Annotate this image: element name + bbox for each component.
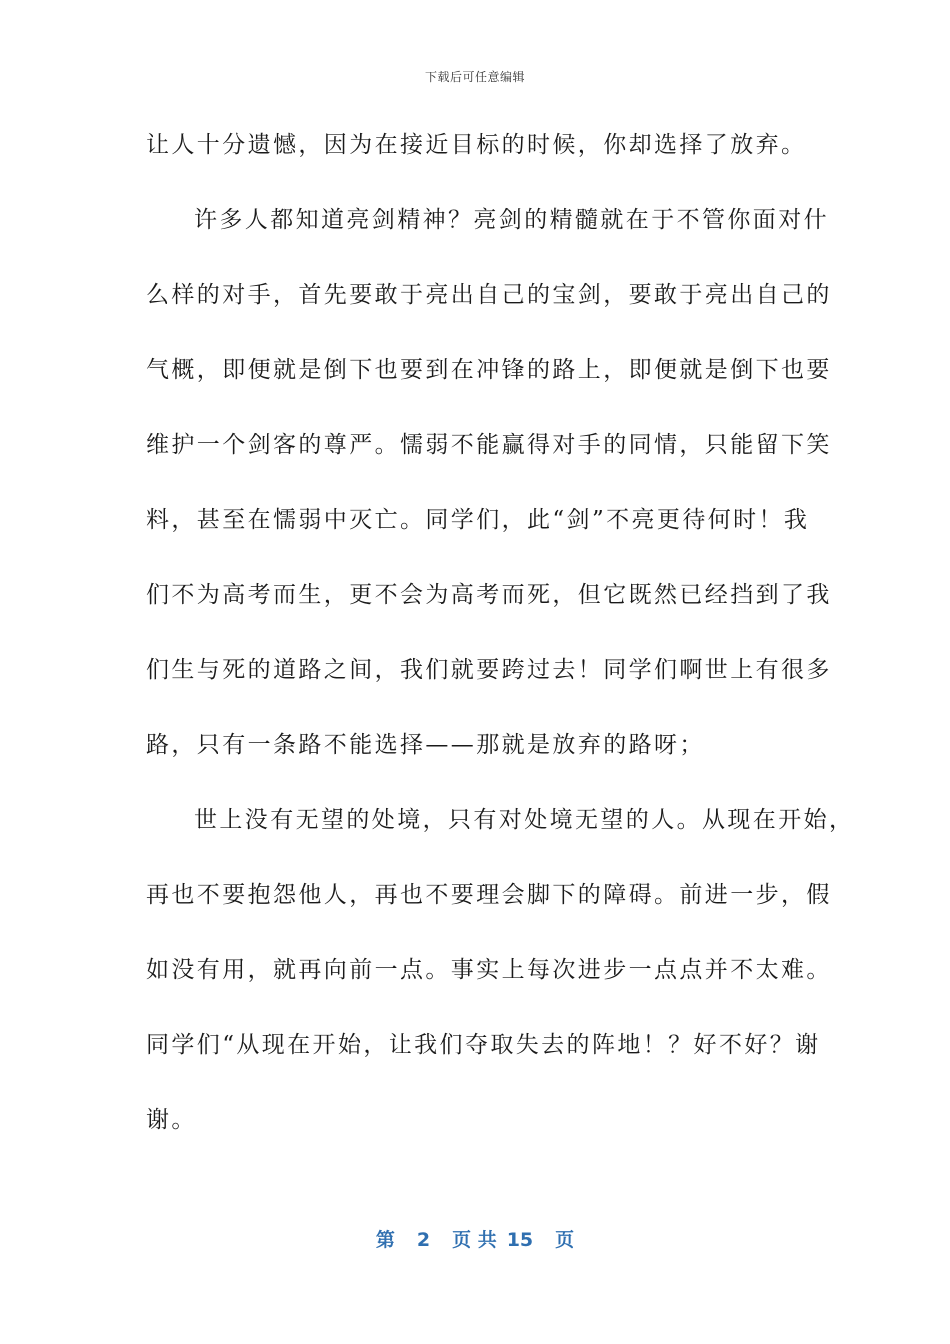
text-line: 再也不要抱怨他人，再也不要理会脚下的障碍。前进一步，假	[146, 882, 832, 908]
footer-prefix: 第	[375, 1229, 395, 1251]
page-header: 下载后可任意编辑	[424, 70, 525, 84]
paragraph-start-line: 许多人都知道亮剑精神？亮剑的精髓就在于不管你面对什	[194, 207, 829, 233]
document-body	[146, 120, 855, 1170]
text-line: 如没有用，就再向前一点。事实上每次进步一点点并不太难。	[146, 957, 832, 983]
footer-middle: 页 共	[452, 1229, 497, 1251]
page-number-footer	[0, 1225, 950, 1252]
text-line: 同学们“从现在开始，让我们夺取失去的阵地！？好不好？谢	[146, 1032, 821, 1058]
total-pages-number: 15	[506, 1229, 534, 1251]
current-page-number: 2	[416, 1229, 431, 1251]
text-line: 料，甚至在懦弱中灭亡。同学们，此“剑”不亮更待何时！我	[146, 507, 810, 533]
text-line: 气概，即便就是倒下也要到在冲锋的路上，即便就是倒下也要	[146, 357, 832, 383]
text-line: 们不为高考而生，更不会为高考而死，但它既然已经挡到了我	[146, 582, 832, 608]
paragraph-start-line: 世上没有无望的处境，只有对处境无望的人。从现在开始，	[194, 807, 855, 833]
text-line: 让人十分遗憾，因为在接近目标的时候，你却选择了放弃。	[146, 132, 807, 158]
text-line: 谢。	[146, 1107, 197, 1133]
text-line: 维护一个剑客的尊严。懦弱不能赢得对手的同情，只能留下笑	[146, 432, 832, 458]
text-line: 们生与死的道路之间，我们就要跨过去！同学们啊世上有很多	[146, 657, 832, 683]
footer-suffix: 页	[555, 1229, 575, 1251]
text-line: 路，只有一条路不能选择——那就是放弃的路呀；	[146, 732, 705, 758]
text-line: 么样的对手，首先要敢于亮出自己的宝剑，要敢于亮出自己的	[146, 282, 832, 308]
